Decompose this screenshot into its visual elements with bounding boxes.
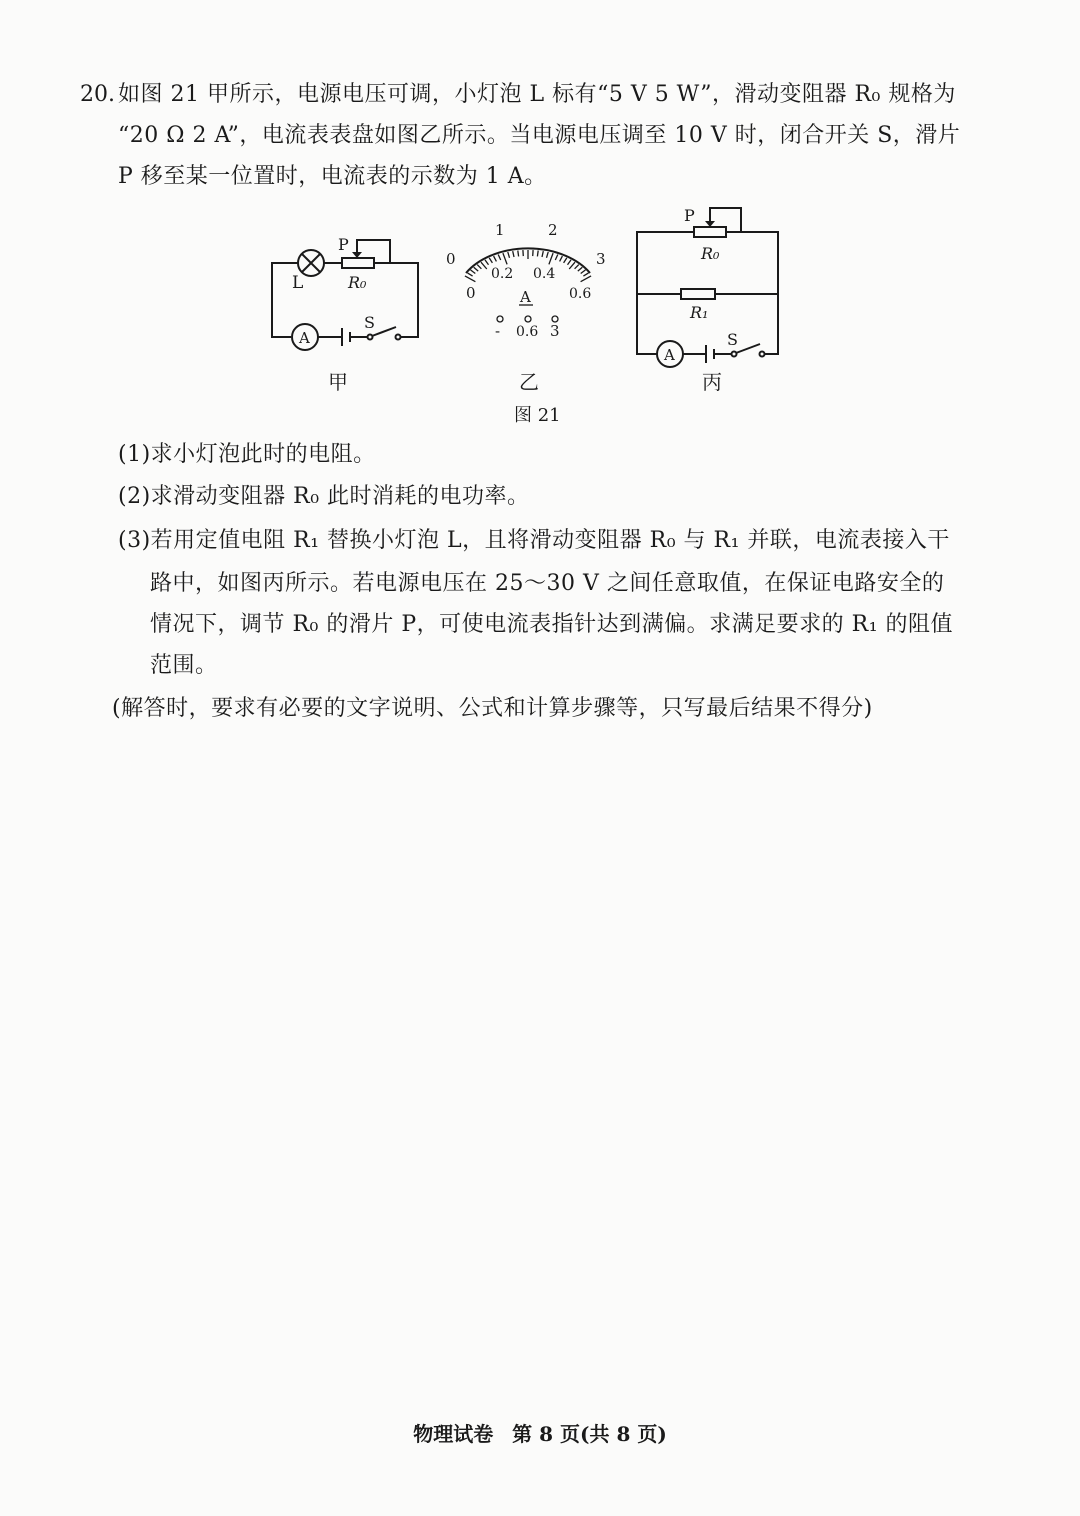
- terminal-06-label: 0.6: [516, 324, 539, 340]
- dial-tick: [549, 253, 553, 264]
- scale-outer-0: 0: [446, 250, 456, 268]
- dial-tick: [494, 256, 497, 261]
- slider-label-bing: P: [684, 206, 695, 225]
- subquestion-2: (2)求滑动变阻器 R₀ 此时消耗的电功率。: [118, 484, 530, 509]
- dial-tick: [474, 267, 479, 271]
- dial-tick: [542, 251, 543, 257]
- rheostat-label-bing: R₀: [701, 244, 720, 263]
- circuit-jia: [272, 240, 418, 350]
- scale-outer-2: 2: [548, 221, 558, 239]
- lamp-label: L: [292, 273, 304, 293]
- dial-tick: [568, 260, 572, 265]
- dial-tick: [575, 265, 579, 269]
- dial-tick: [471, 270, 476, 274]
- rheostat-icon: [342, 258, 374, 268]
- figure-caption: 图 21: [514, 405, 561, 426]
- ammeter-dial-yi: [465, 248, 591, 281]
- subquestion-3-line-2: 路中，如图丙所示。若电源电压在 25～30 V 之间任意取值，在保证电路安全的: [150, 571, 945, 596]
- dial-tick: [581, 270, 586, 274]
- footer-page: 第 8 页(共 8 页): [512, 1422, 667, 1446]
- footer-subject: 物理试卷: [413, 1422, 494, 1446]
- subquestion-3-line-3: 情况下，调节 R₀ 的滑片 P，可使电流表指针达到满偏。求满足要求的 R₁ 的阻值: [150, 612, 954, 637]
- figure-21: [0, 0, 1080, 430]
- circuit-bing: [637, 208, 778, 367]
- panel-label-bing: 丙: [702, 370, 722, 394]
- ammeter-icon-bing: A: [664, 346, 675, 364]
- dial-tick: [537, 251, 538, 257]
- switch-label-bing: S: [727, 330, 738, 349]
- intro-line-3: P 移至某一位置时，电流表的示数为 1 A。: [118, 164, 547, 189]
- resistor-r1-icon: [681, 289, 715, 299]
- terminal-06: [525, 316, 531, 322]
- dial-tick: [560, 256, 563, 261]
- scale-inner-06: 0.6: [569, 286, 592, 302]
- dial-tick: [503, 253, 507, 264]
- dial-tick: [518, 251, 519, 257]
- answer-note: (解答时，要求有必要的文字说明、公式和计算步骤等，只写最后结果不得分): [112, 696, 873, 721]
- rheostat-label-jia: R₀: [348, 273, 367, 292]
- dial-tick: [581, 276, 592, 282]
- dial-tick: [481, 262, 487, 269]
- scale-outer-3: 3: [596, 250, 606, 268]
- dial-tick: [555, 255, 558, 261]
- scale-inner-02: 0.2: [491, 266, 514, 282]
- question-number: 20.: [80, 82, 115, 107]
- dial-tick: [468, 273, 473, 276]
- dial-tick: [465, 276, 476, 282]
- dial-tick: [485, 260, 489, 265]
- dial-tick: [513, 251, 514, 257]
- scale-inner-04: 0.4: [533, 266, 556, 282]
- dial-tick: [564, 258, 567, 263]
- intro-line-2: “20 Ω 2 A”，电流表表盘如图乙所示。当电源电压调至 10 V 时，闭合开关 S，滑片: [118, 123, 961, 148]
- dial-tick: [489, 258, 492, 263]
- scale-inner-0: 0: [466, 284, 476, 302]
- dial-tick: [578, 267, 583, 271]
- dial-tick: [569, 262, 575, 269]
- page-footer: [0, 1420, 1080, 1448]
- subquestion-3-line-1: (3)若用定值电阻 R₁ 替换小灯泡 L，且将滑动变阻器 R₀ 与 R₁ 并联，电流表接入干: [118, 528, 950, 553]
- dial-tick: [547, 252, 549, 258]
- subquestion-3-line-4: 范围。: [150, 653, 218, 678]
- scale-outer-1: 1: [495, 221, 505, 239]
- switch-label-jia: S: [364, 313, 375, 332]
- terminal-neg-label: -: [495, 322, 501, 340]
- panel-label-yi: 乙: [519, 370, 539, 394]
- subquestion-1: (1)求小灯泡此时的电阻。: [118, 442, 376, 467]
- intro-line-1: 如图 21 甲所示，电源电压可调，小灯泡 L 标有“5 V 5 W”，滑动变阻器 R₀ 规格为: [118, 82, 956, 107]
- dial-tick: [477, 265, 481, 269]
- dial-tick: [583, 273, 588, 276]
- dial-tick: [498, 255, 501, 261]
- dial-unit: A: [520, 288, 531, 306]
- resistor-label-r1: R₁: [690, 303, 709, 322]
- ammeter-icon-jia: A: [299, 329, 310, 347]
- terminal-3-label: 3: [550, 322, 560, 340]
- dial-tick: [508, 252, 510, 258]
- slider-label-jia: P: [338, 235, 349, 254]
- panel-label-jia: 甲: [328, 370, 348, 394]
